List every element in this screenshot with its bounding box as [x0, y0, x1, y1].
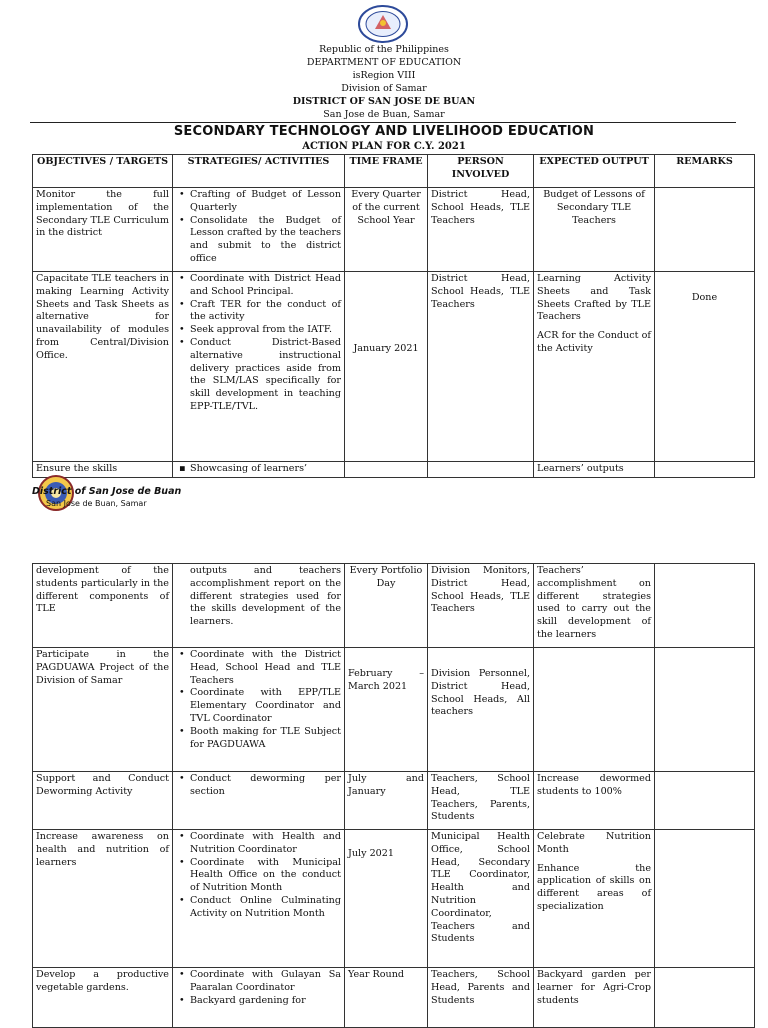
activity-item: • Conduct deworming per section: [190, 773, 341, 799]
deped-seal-icon: [357, 5, 409, 43]
activity-item: • Crafting of Budget of Lesson Quarterly: [190, 189, 341, 215]
address-line: San Jose de Buan, Samar: [323, 109, 445, 120]
remarks-cell: [655, 968, 755, 1028]
column-header: STRATEGIES/ ACTIVITIES: [173, 155, 345, 188]
time-frame-cell: July 2021: [345, 830, 428, 968]
table-header-row: [33, 155, 755, 188]
table-row: [33, 772, 755, 830]
activity-item: • Craft TER for the conduct of the activity: [190, 299, 341, 325]
output-item: ACR for the Conduct of the Activity: [537, 330, 651, 354]
table-row: [33, 648, 755, 772]
district-line: DISTRICT OF SAN JOSE DE BUAN: [292, 96, 476, 107]
objective-cell: Support and Conduct Deworming Activity: [33, 772, 173, 830]
output-cell: Teachers’ accomplishment on different strategies used to carry out the skill development of the learners: [534, 564, 655, 648]
objective-cell: Participate in the PAGDUAWA Project of the Division of Samar: [33, 648, 173, 772]
output-item: Learning Activity Sheets and Task Sheets Crafted by TLE Teachers: [537, 273, 651, 323]
activity-item: • Backyard gardening for: [190, 995, 341, 1008]
output-cell: Increase dewormed students to 100%: [534, 772, 655, 830]
table-row: [33, 272, 755, 462]
activity-item: • Seek approval from the IATF.: [190, 324, 341, 337]
output-cell: Learners’ outputs: [534, 462, 655, 478]
output-cell: [534, 188, 655, 272]
activities-cell: [173, 188, 345, 272]
persons-cell: Teachers, School Head, Parents and Students: [428, 968, 534, 1028]
document-subtitle: ACTION PLAN FOR C.Y. 2021: [302, 141, 466, 152]
remarks-cell: [655, 648, 755, 772]
activities-cell: [173, 772, 345, 830]
activity-item: • Conduct District-Based alternative instructional delivery practices aside from the SLM/LAS specifically for skill development in teaching EPP-TLE/TVL.: [190, 337, 341, 414]
activity-item: • Coordinate with Gulayan Sa Paaralan Coordinator: [190, 969, 341, 995]
activity-item: • Coordinate with EPP/TLE Elementary Coordinator and TVL Coordinator: [190, 687, 341, 725]
output-cell: [534, 830, 655, 968]
objective-cell: development of the students particularly in the different components of TLE: [33, 564, 173, 648]
document-title: SECONDARY TECHNOLOGY AND LIVELIHOOD EDUCATION: [173, 124, 595, 139]
activities-cell: [173, 968, 345, 1028]
persons-cell: Division Personnel, District Head, School Heads, All teachers: [428, 648, 534, 772]
activity-item: outputs and teachers accomplishment report on the different strategies used for the skills development of the learners.: [190, 565, 341, 628]
activity-item: • Coordinate with Municipal Health Office on the conduct of Nutrition Month: [190, 857, 341, 895]
activities-cell: [173, 648, 345, 772]
persons-cell: Teachers, School Head, TLE Teachers, Parents, Students: [428, 772, 534, 830]
objective-cell: Ensure the skills: [33, 462, 173, 478]
time-frame-cell: Every Quarter of the current School Year: [345, 188, 428, 272]
column-header: TIME FRAME: [345, 155, 428, 188]
remarks-cell: [655, 830, 755, 968]
column-header: OBJECTIVES / TARGETS: [33, 155, 173, 188]
persons-cell: [428, 462, 534, 478]
remarks-cell: Done: [655, 272, 755, 462]
time-frame-cell: Year Round: [345, 968, 428, 1028]
objective-cell: Develop a productive vegetable gardens.: [33, 968, 173, 1028]
footer-district: District of San Jose de Buan: [32, 486, 182, 497]
time-frame-cell: [345, 462, 428, 478]
output-cell: Backyard garden per learner for Agri-Crop students: [534, 968, 655, 1028]
time-frame-cell: Every Portfolio Day: [345, 564, 428, 648]
activity-item: • Booth making for TLE Subject for PAGDUAWA: [190, 726, 341, 752]
output-cell: [534, 272, 655, 462]
republic-line: Republic of the Philippines: [319, 44, 449, 55]
action-plan-table-continued: [32, 563, 755, 1028]
remarks-cell: [655, 564, 755, 648]
activity-item: ▪ Showcasing of learners’: [190, 463, 341, 476]
persons-cell: Municipal Health Office, School Head, Secondary TLE Coordinator, Health and Nutrition Coordinator, Teachers and Students: [428, 830, 534, 968]
column-header: REMARKS: [655, 155, 755, 188]
activities-cell: [173, 272, 345, 462]
header-divider: [30, 122, 736, 123]
output-item: Enhance the application of skills on different areas of specialization: [537, 862, 651, 912]
output-item: Budget of Lessons of Secondary TLE Teachers: [543, 189, 645, 226]
objective-cell: Capacitate TLE teachers in making Learning Activity Sheets and Task Sheets as alternative for unavailability of modules from Central/Division Office.: [33, 272, 173, 462]
activity-item: • Coordinate with District Head and School Principal.: [190, 273, 341, 299]
department-line: DEPARTMENT OF EDUCATION: [306, 57, 462, 68]
persons-cell: District Head, School Heads, TLE Teachers: [428, 188, 534, 272]
objective-cell: Monitor the full implementation of the Secondary TLE Curriculum in the district: [33, 188, 173, 272]
region-line: isRegion VIII: [352, 70, 416, 81]
activity-item: • Coordinate with Health and Nutrition Coordinator: [190, 831, 341, 857]
activities-cell: [173, 564, 345, 648]
page-2: [0, 515, 768, 1024]
table-row: [33, 830, 755, 968]
activity-item: • Conduct Online Culminating Activity on Nutrition Month: [190, 895, 341, 921]
persons-cell: District Head, School Heads, TLE Teachers: [428, 272, 534, 462]
time-frame-cell: July and January: [345, 772, 428, 830]
remarks-cell: [655, 188, 755, 272]
division-line: Division of Samar: [341, 83, 427, 94]
activity-item: • Coordinate with the District Head, School Head and TLE Teachers: [190, 649, 341, 687]
remarks-cell: [655, 772, 755, 830]
time-frame-cell: February – March 2021: [345, 648, 428, 772]
activity-item: • Consolidate the Budget of Lesson crafted by the teachers and submit to the district office: [190, 215, 341, 266]
column-header: EXPECTED OUTPUT: [534, 155, 655, 188]
action-plan-table: [32, 154, 755, 478]
persons-cell: Division Monitors, District Head, School Heads, TLE Teachers: [428, 564, 534, 648]
table-row: [33, 968, 755, 1028]
table-row: [33, 564, 755, 648]
footer-place: San Jose de Buan, Samar: [46, 499, 147, 508]
output-item: Celebrate Nutrition Month: [537, 831, 651, 855]
column-header: PERSON INVOLVED: [428, 155, 534, 188]
time-frame-cell: January 2021: [345, 272, 428, 462]
remarks-cell: [655, 462, 755, 478]
activities-cell: [173, 462, 345, 478]
table-row: [33, 462, 755, 478]
output-cell: [534, 648, 655, 772]
activities-cell: [173, 830, 345, 968]
objective-cell: Increase awareness on health and nutrition of learners: [33, 830, 173, 968]
table-row: [33, 188, 755, 272]
